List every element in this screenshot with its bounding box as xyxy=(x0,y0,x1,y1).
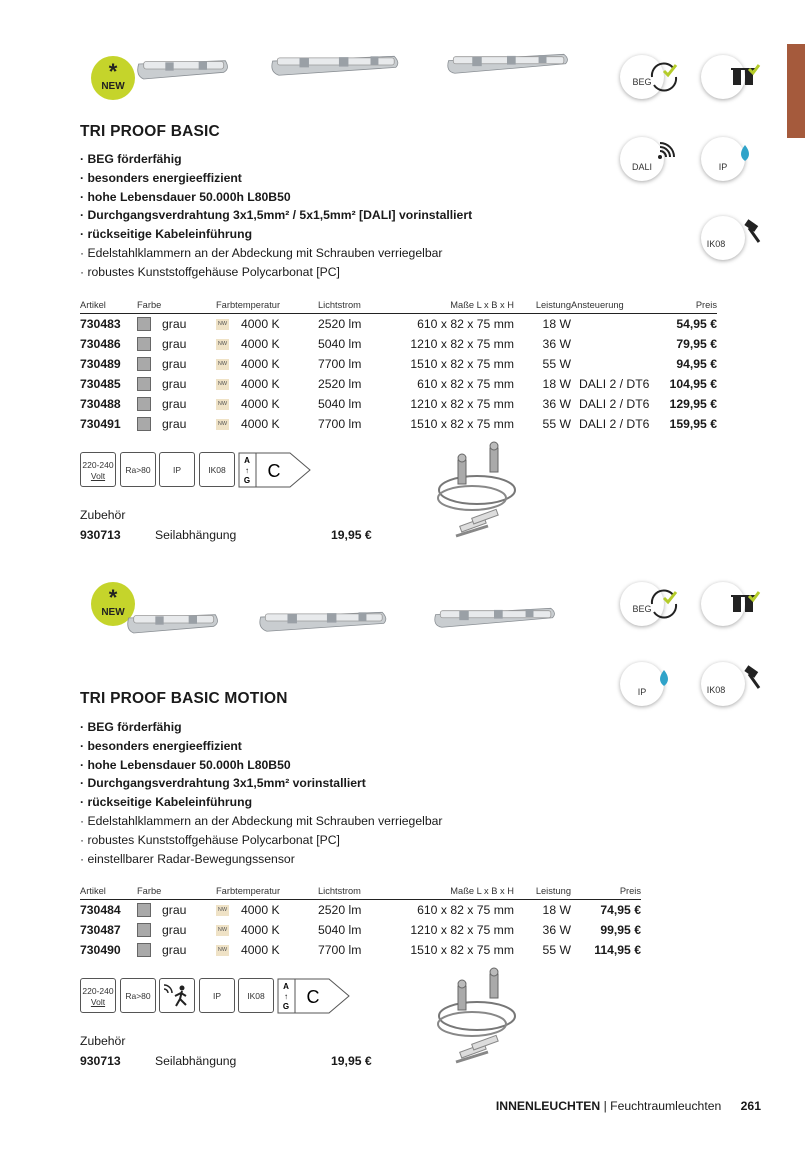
section2-accessory-name: Seilabhängung xyxy=(155,1054,237,1068)
article-number: 730484 xyxy=(80,903,121,917)
section1-accessory-price: 19,95 € xyxy=(331,528,372,542)
suspension-kit-image xyxy=(432,440,528,548)
control: DALI 2 / DT6 xyxy=(579,417,650,431)
table-row xyxy=(80,940,641,960)
dimensions: 1210 x 82 x 75 mm xyxy=(410,337,514,351)
section1-accessory-article: 930713 xyxy=(80,528,121,542)
water-drop-icon xyxy=(723,137,767,181)
power: 55 W xyxy=(542,417,571,431)
color-swatch xyxy=(137,397,151,411)
price: 129,95 € xyxy=(669,397,717,411)
control: DALI 2 / DT6 xyxy=(579,377,650,391)
section2-accessory-price: 19,95 € xyxy=(331,1054,372,1068)
luminous-flux: 5040 lm xyxy=(318,923,362,937)
luminaire-image-short xyxy=(122,54,242,84)
column-header: Farbe xyxy=(137,882,216,900)
feature-item: · hohe Lebensdauer 50.000h L80B50 xyxy=(80,756,442,775)
column-header: Maße L x B x H xyxy=(386,882,514,900)
chapter-tab xyxy=(787,44,805,138)
color-temperature: 4000 K xyxy=(241,923,280,937)
article-number: 730483 xyxy=(80,317,121,331)
section1-spec-table xyxy=(80,296,717,434)
energy-scale-bottom: G xyxy=(282,1002,290,1011)
motion-sensor-pictogram xyxy=(159,978,195,1013)
dimensions: 610 x 82 x 75 mm xyxy=(417,903,514,917)
color-swatch xyxy=(137,923,151,937)
section2-accessory-label: Zubehör xyxy=(80,1034,126,1048)
feature-item: · Edelstahlklammern an der Abdeckung mit Schrauben verriegelbar xyxy=(80,244,472,263)
article-number: 730490 xyxy=(80,943,121,957)
energy-label xyxy=(238,452,312,488)
color-name: grau xyxy=(162,902,187,917)
nw-tag: NW xyxy=(216,399,229,410)
feature-item: · BEG förderfähig xyxy=(80,150,472,169)
column-header: Ansteuerung xyxy=(571,296,651,314)
table-row xyxy=(80,920,641,940)
power: 18 W xyxy=(542,903,571,917)
column-header: Leistung xyxy=(514,882,571,900)
ik-pictogram: IK08 xyxy=(238,978,274,1013)
color-temperature-cell xyxy=(216,334,318,354)
beg-badge: BEG xyxy=(620,55,664,99)
luminaire-image-long xyxy=(414,602,574,632)
energy-label xyxy=(277,978,351,1014)
ik-pictogram: IK08 xyxy=(199,452,235,487)
color-swatch xyxy=(137,417,151,431)
price: 114,95 € xyxy=(594,943,641,957)
nw-tag: NW xyxy=(216,925,229,936)
color-cell xyxy=(137,334,216,354)
luminous-flux: 2520 lm xyxy=(318,377,362,391)
table-row xyxy=(80,334,717,354)
dimensions: 1210 x 82 x 75 mm xyxy=(410,923,514,937)
table-row xyxy=(80,374,717,394)
color-cell xyxy=(137,314,216,335)
section2-accessory-article: 930713 xyxy=(80,1054,121,1068)
luminous-flux: 5040 lm xyxy=(318,337,362,351)
control: DALI 2 / DT6 xyxy=(579,397,650,411)
feature-item: · Durchgangsverdrahtung 3x1,5mm² / 5x1,5mm² [DALI] vorinstalliert xyxy=(80,206,472,225)
luminous-flux: 2520 lm xyxy=(318,317,362,331)
nw-tag: NW xyxy=(216,905,229,916)
color-cell xyxy=(137,374,216,394)
motion-sensor-icon xyxy=(160,979,194,1012)
table-row xyxy=(80,354,717,374)
table-row xyxy=(80,900,641,921)
power: 36 W xyxy=(542,923,571,937)
footer-subcategory: Feuchtraumleuchten xyxy=(610,1099,722,1113)
color-temperature-cell xyxy=(216,354,318,374)
color-temperature: 4000 K xyxy=(241,337,280,351)
color-name: grau xyxy=(162,922,187,937)
article-number: 730486 xyxy=(80,337,121,351)
energy-scale-arrow: ↑ xyxy=(245,466,249,475)
color-cell xyxy=(137,354,216,374)
feature-item: · besonders energieeffizient xyxy=(80,737,442,756)
color-temperature-cell xyxy=(216,414,318,434)
nw-tag: NW xyxy=(216,319,229,330)
price: 79,95 € xyxy=(676,337,717,351)
column-header: Farbtemperatur xyxy=(216,882,318,900)
power: 18 W xyxy=(542,317,571,331)
color-temperature: 4000 K xyxy=(241,903,280,917)
article-number: 730488 xyxy=(80,397,121,411)
dimensions: 1510 x 82 x 75 mm xyxy=(410,417,514,431)
luminous-flux: 5040 lm xyxy=(318,397,362,411)
control xyxy=(571,354,651,374)
color-swatch xyxy=(137,377,151,391)
power: 55 W xyxy=(542,357,571,371)
price: 104,95 € xyxy=(669,377,717,391)
voltage-pictogram: 220-240 Volt xyxy=(80,452,116,487)
energy-scale-bottom: G xyxy=(243,476,251,485)
power: 36 W xyxy=(542,337,571,351)
hammer-icon xyxy=(723,662,767,706)
feature-item: · robustes Kunststoffgehäuse Polycarbonat [PC] xyxy=(80,831,442,850)
feature-item: · einstellbarer Radar-Bewegungssensor xyxy=(80,850,442,869)
feature-item: · rückseitige Kabeleinführung xyxy=(80,225,472,244)
color-temperature: 4000 K xyxy=(241,397,280,411)
color-temperature-cell xyxy=(216,394,318,414)
power: 18 W xyxy=(542,377,571,391)
column-header: Preis xyxy=(651,296,717,314)
color-swatch xyxy=(137,903,151,917)
cri-pictogram: Ra>80 xyxy=(120,452,156,487)
color-temperature: 4000 K xyxy=(241,317,280,331)
color-temperature-cell xyxy=(216,900,318,921)
color-swatch xyxy=(137,317,151,331)
color-cell xyxy=(137,940,216,960)
nw-tag: NW xyxy=(216,359,229,370)
section2-features xyxy=(80,718,442,868)
section1-accessory-label: Zubehör xyxy=(80,508,126,522)
color-name: grau xyxy=(162,356,187,371)
color-temperature: 4000 K xyxy=(241,417,280,431)
price: 94,95 € xyxy=(676,357,717,371)
suspension-kit-image xyxy=(432,966,528,1074)
luminous-flux: 2520 lm xyxy=(318,903,362,917)
luminaire-image-long xyxy=(427,48,587,78)
column-header: Leistung xyxy=(514,296,571,314)
color-temperature: 4000 K xyxy=(241,377,280,391)
table-row xyxy=(80,314,717,335)
color-name: grau xyxy=(162,336,187,351)
color-name: grau xyxy=(162,316,187,331)
ik-badge: IK08 xyxy=(701,662,745,706)
ip-badge: IP xyxy=(701,137,745,181)
control xyxy=(571,334,651,354)
color-cell xyxy=(137,394,216,414)
luminous-flux: 7700 lm xyxy=(318,943,362,957)
beg-badge: BEG xyxy=(620,582,664,626)
color-temperature-cell xyxy=(216,940,318,960)
nw-tag: NW xyxy=(216,945,229,956)
article-number: 730491 xyxy=(80,417,121,431)
color-cell xyxy=(137,414,216,434)
article-number: 730487 xyxy=(80,923,121,937)
dimensions: 1510 x 82 x 75 mm xyxy=(410,357,514,371)
nw-tag: NW xyxy=(216,379,229,390)
luminous-flux: 7700 lm xyxy=(318,417,362,431)
section2-title: TRI PROOF BASIC MOTION xyxy=(80,690,288,707)
dimensions: 610 x 82 x 75 mm xyxy=(417,377,514,391)
cri-pictogram: Ra>80 xyxy=(120,978,156,1013)
feature-item: · Durchgangsverdrahtung 3x1,5mm² vorinstalliert xyxy=(80,774,442,793)
power: 36 W xyxy=(542,397,571,411)
page-footer xyxy=(496,1099,761,1113)
feature-item: · Edelstahlklammern an der Abdeckung mit Schrauben verriegelbar xyxy=(80,812,442,831)
section1-accessory-name: Seilabhängung xyxy=(155,528,237,542)
nw-tag: NW xyxy=(216,419,229,430)
color-temperature: 4000 K xyxy=(241,357,280,371)
price: 159,95 € xyxy=(669,417,717,431)
new-badge: * NEW xyxy=(91,56,135,100)
color-temperature-cell xyxy=(216,374,318,394)
dimensions: 1510 x 82 x 75 mm xyxy=(410,943,514,957)
price: 99,95 € xyxy=(600,923,641,937)
table-row xyxy=(80,394,717,414)
ik-badge: IK08 xyxy=(701,216,745,260)
color-temperature-cell xyxy=(216,920,318,940)
column-header: Lichtstrom xyxy=(318,882,386,900)
section2-spec-table xyxy=(80,882,641,960)
feature-item: · rückseitige Kabeleinführung xyxy=(80,793,442,812)
hammer-icon xyxy=(723,216,767,260)
color-cell xyxy=(137,900,216,921)
luminaire-image-medium xyxy=(250,50,420,80)
section1-title: TRI PROOF BASIC xyxy=(80,123,220,140)
column-header: Farbtemperatur xyxy=(216,296,318,314)
price: 74,95 € xyxy=(600,903,641,917)
ip-pictogram: IP xyxy=(159,452,195,487)
page-number: 261 xyxy=(740,1099,761,1113)
section1-features xyxy=(80,150,472,282)
luminous-flux: 7700 lm xyxy=(318,357,362,371)
feature-item: · BEG förderfähig xyxy=(80,718,442,737)
energy-class: C xyxy=(306,987,320,1007)
color-temperature-cell xyxy=(216,314,318,335)
article-number: 730489 xyxy=(80,357,121,371)
table-row xyxy=(80,414,717,434)
color-cell xyxy=(137,920,216,940)
color-name: grau xyxy=(162,942,187,957)
control xyxy=(571,314,651,335)
luminaire-image-medium xyxy=(238,606,408,636)
column-header: Artikel xyxy=(80,296,137,314)
power: 55 W xyxy=(542,943,571,957)
dali-badge: DALI xyxy=(620,137,664,181)
column-header: Lichtstrom xyxy=(318,296,386,314)
color-name: grau xyxy=(162,416,187,431)
dimensions: 1210 x 82 x 75 mm xyxy=(410,397,514,411)
column-header: Artikel xyxy=(80,882,137,900)
wiring-icon xyxy=(701,55,745,99)
water-drop-icon xyxy=(642,662,686,706)
energy-class: C xyxy=(267,461,281,481)
article-number: 730485 xyxy=(80,377,121,391)
color-name: grau xyxy=(162,396,187,411)
color-swatch xyxy=(137,337,151,351)
column-header: Maße L x B x H xyxy=(386,296,514,314)
color-temperature: 4000 K xyxy=(241,943,280,957)
energy-scale-top: A xyxy=(244,456,250,465)
feature-item: · besonders energieeffizient xyxy=(80,169,472,188)
feature-item: · hohe Lebensdauer 50.000h L80B50 xyxy=(80,188,472,207)
voltage-pictogram: 220-240 Volt xyxy=(80,978,116,1013)
dali-signal-icon xyxy=(642,137,686,181)
ip-badge: IP xyxy=(620,662,664,706)
color-swatch xyxy=(137,357,151,371)
ip-pictogram: IP xyxy=(199,978,235,1013)
price: 54,95 € xyxy=(676,317,717,331)
new-badge: * NEW xyxy=(91,582,135,626)
column-header: Preis xyxy=(571,882,641,900)
feature-item: · robustes Kunststoffgehäuse Polycarbonat [PC] xyxy=(80,263,472,282)
color-name: grau xyxy=(162,376,187,391)
footer-separator: | xyxy=(600,1099,611,1113)
nw-tag: NW xyxy=(216,339,229,350)
footer-category: INNENLEUCHTEN xyxy=(495,1099,601,1113)
wiring-icon xyxy=(701,582,745,626)
energy-scale-arrow: ↑ xyxy=(284,992,288,1001)
column-header: Farbe xyxy=(137,296,216,314)
dimensions: 610 x 82 x 75 mm xyxy=(417,317,514,331)
luminaire-image-short xyxy=(112,608,232,638)
energy-scale-top: A xyxy=(283,982,289,991)
color-swatch xyxy=(137,943,151,957)
